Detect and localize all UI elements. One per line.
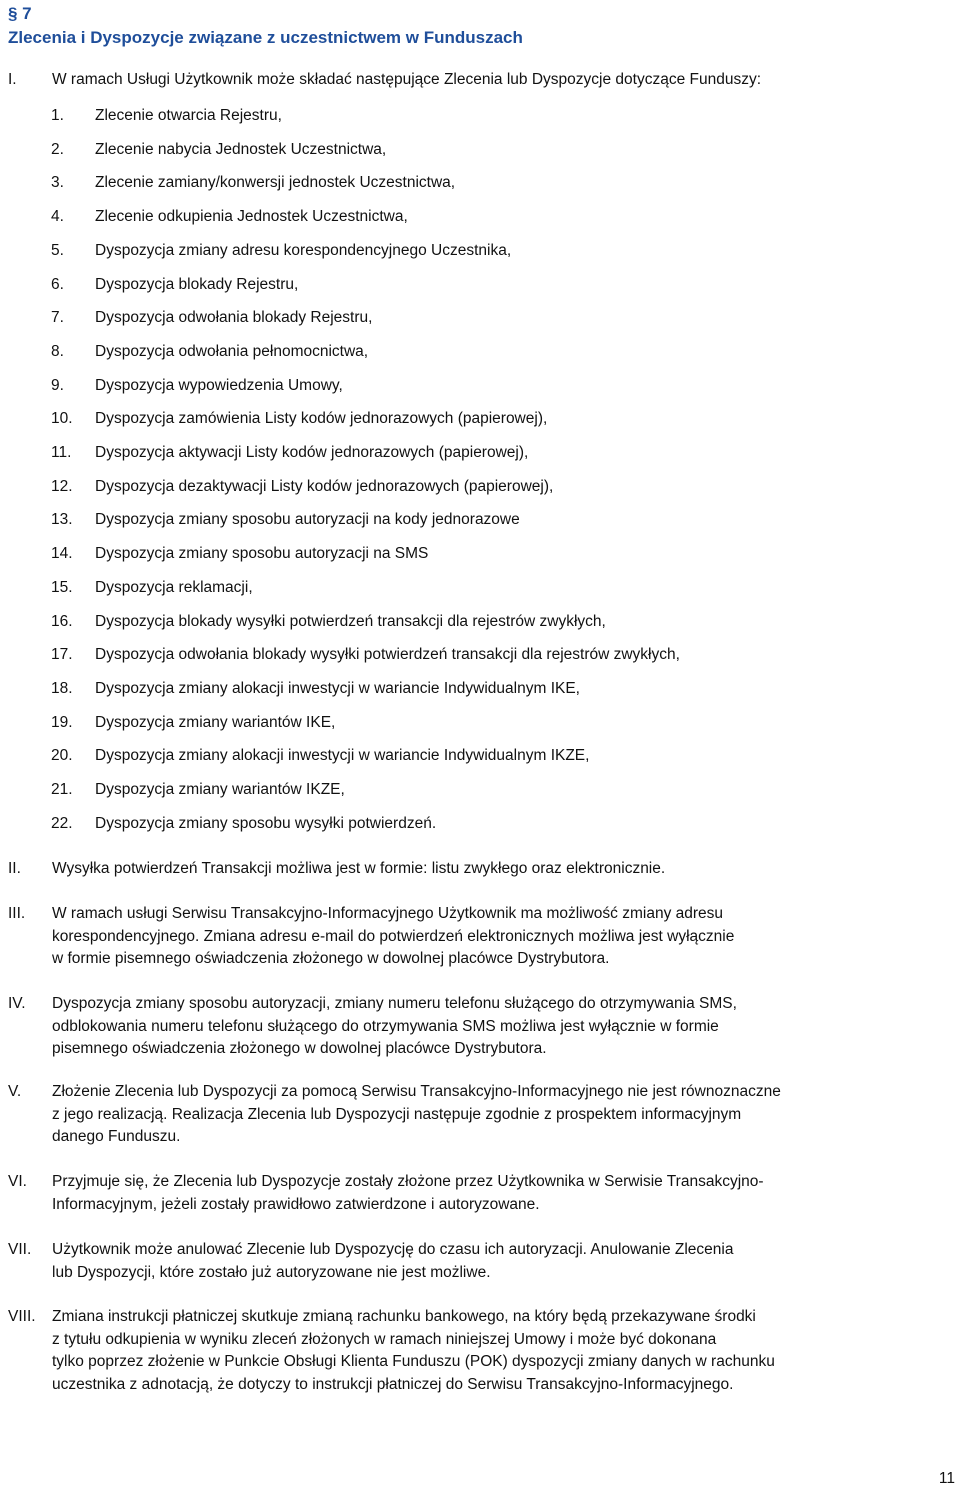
- list-item-number: 4.: [51, 208, 64, 226]
- list-item-number: 22.: [51, 814, 73, 832]
- list-item-text: Dyspozycja wypowiedzenia Umowy,: [95, 376, 343, 394]
- list-item-number: 1.: [51, 107, 64, 124]
- list-item-text: Dyspozycja zmiany wariantów IKZE,: [95, 781, 345, 798]
- section-text: Zmiana instrukcji płatniczej skutkuje zmianą rachunku bankowego, na który będą przekazywane środki z tytułu odkupienia w wyniku zleceń złożonych w ramach niniejszej Umowy i może być dokonana tylko poprzez złożenie w Punkcie Obsługi Klienta Funduszu (POK) dyspozycji zmiany danych w rachunku uczestnika z adnotacją, że dotyczy to instrukcji płatniczej do Serwisu Transakcyjno-Informacyjnego.: [52, 1308, 775, 1393]
- section-title: Zlecenia i Dyspozycje związane z uczestnictwem w Funduszach: [8, 28, 523, 47]
- list-item-number: 3.: [51, 174, 64, 192]
- list-item-text: Dyspozycja blokady Rejestru,: [95, 275, 299, 293]
- list-item-text: Zlecenie otwarcia Rejestru,: [95, 107, 282, 124]
- list-item-text: Dyspozycja zmiany sposobu wysyłki potwierdzeń.: [95, 814, 437, 832]
- list-item-number: 17.: [51, 646, 73, 664]
- list-item-number: 8.: [51, 342, 64, 360]
- list-item-number: 14.: [51, 545, 73, 563]
- list-item-number: 10.: [51, 410, 73, 428]
- list-item-number: 16.: [51, 612, 73, 630]
- section-text: Dyspozycja zmiany sposobu autoryzacji, zmiany numeru telefonu służącego do otrzymywania SMS, odblokowania numeru telefonu służącego do otrzymywania SMS możliwa jest wyłącznie w formie pisemnego oświadczenia złożonego w dowolnej placówce Dystrybutora.: [52, 995, 737, 1057]
- section-text: Użytkownik może anulować Zlecenie lub Dyspozycję do czasu ich autoryzacji. Anulowanie Zlecenia lub Dyspozycji, które zostało już autoryzowane nie jest możliwe.: [52, 1241, 734, 1281]
- list-item-number: 2.: [51, 140, 64, 158]
- list-item-number: 19.: [51, 713, 73, 731]
- section-text: Przyjmuje się, że Zlecenia lub Dyspozycje zostały złożone przez Użytkownika w Serwisie Transakcyjno- Informacyjnym, jeżeli zostały prawidłowo zatwierdzone i autoryzowane.: [52, 1173, 764, 1213]
- list-item-number: 7.: [51, 309, 64, 327]
- list-item-number: 20.: [51, 747, 73, 765]
- list-item-number: 21.: [51, 781, 73, 798]
- section-number: VIII.: [8, 1308, 36, 1325]
- list-item-text: Dyspozycja odwołania pełnomocnictwa,: [95, 342, 369, 360]
- list-item-number: 13.: [51, 511, 73, 529]
- page-number: 11: [938, 1470, 955, 1487]
- list-item-text: Zlecenie nabycia Jednostek Uczestnictwa,: [95, 140, 387, 158]
- list-item-number: 12.: [51, 477, 73, 495]
- list-item-text: Dyspozycja zmiany sposobu autoryzacji na kody jednorazowe: [95, 511, 520, 529]
- list-item-text: Dyspozycja odwołania blokady Rejestru,: [95, 309, 373, 327]
- list-item-text: Dyspozycja aktywacji Listy kodów jednorazowych (papierowej),: [95, 444, 529, 461]
- list-item-text: Dyspozycja blokady wysyłki potwierdzeń transakcji dla rejestrów zwykłych,: [95, 612, 606, 630]
- section-number: VI.: [8, 1173, 27, 1190]
- list-item-text: Dyspozycja zmiany alokacji inwestycji w wariancie Indywidualnym IKE,: [95, 679, 580, 697]
- section-text: W ramach Usługi Użytkownik może składać następujące Zlecenia lub Dyspozycje dotyczące Funduszy:: [52, 71, 761, 88]
- list-item-number: 5.: [51, 241, 64, 259]
- section-text: Złożenie Zlecenia lub Dyspozycji za pomocą Serwisu Transakcyjno-Informacyjnego nie jest równoznaczne z jego realizacją. Realizacja Zlecenia lub Dyspozycji następuje zgodnie z prospektem informacyjnym danego Funduszu.: [52, 1083, 781, 1145]
- list-item-text: Dyspozycja dezaktywacji Listy kodów jednorazowych (papierowej),: [95, 477, 554, 495]
- list-item-text: Dyspozycja zamówienia Listy kodów jednorazowych (papierowej),: [95, 410, 548, 428]
- section-number: III.: [8, 905, 26, 922]
- list-item-number: 9.: [51, 376, 64, 394]
- list-item-number: 6.: [51, 275, 64, 293]
- section-number: VII.: [8, 1241, 32, 1258]
- section-text: W ramach usługi Serwisu Transakcyjno-Informacyjnego Użytkownik ma możliwość zmiany adresu korespondencyjnego. Zmiana adresu e-mail do potwierdzeń elektronicznych możliwa jest wyłącznie w formie pisemnego oświadczenia złożonego w dowolnej placówce Dystrybutora.: [52, 905, 735, 967]
- list-item-text: Dyspozycja zmiany sposobu autoryzacji na SMS: [95, 545, 429, 563]
- section-mark: § 7: [8, 4, 32, 23]
- list-item-text: Dyspozycja odwołania blokady wysyłki potwierdzeń transakcji dla rejestrów zwykłych,: [95, 646, 680, 664]
- list-item-text: Zlecenie odkupienia Jednostek Uczestnictwa,: [95, 208, 408, 226]
- section-number: V.: [8, 1083, 22, 1100]
- list-item-number: 18.: [51, 679, 73, 697]
- list-item-number: 11.: [51, 444, 72, 461]
- list-item-text: Dyspozycja zmiany wariantów IKE,: [95, 713, 336, 731]
- list-item-text: Dyspozycja zmiany alokacji inwestycji w wariancie Indywidualnym IKZE,: [95, 747, 590, 765]
- list-item-text: Dyspozycja zmiany adresu korespondencyjnego Uczestnika,: [95, 241, 512, 259]
- list-item-text: Zlecenie zamiany/konwersji jednostek Uczestnictwa,: [95, 174, 456, 192]
- section-number: II.: [8, 860, 21, 877]
- section-text: Wysyłka potwierdzeń Transakcji możliwa jest w formie: listu zwykłego oraz elektronicznie.: [52, 860, 666, 877]
- section-number: IV.: [8, 995, 26, 1012]
- list-item-text: Dyspozycja reklamacji,: [95, 578, 253, 596]
- list-item-number: 15.: [51, 578, 73, 596]
- section-number: I.: [8, 71, 17, 88]
